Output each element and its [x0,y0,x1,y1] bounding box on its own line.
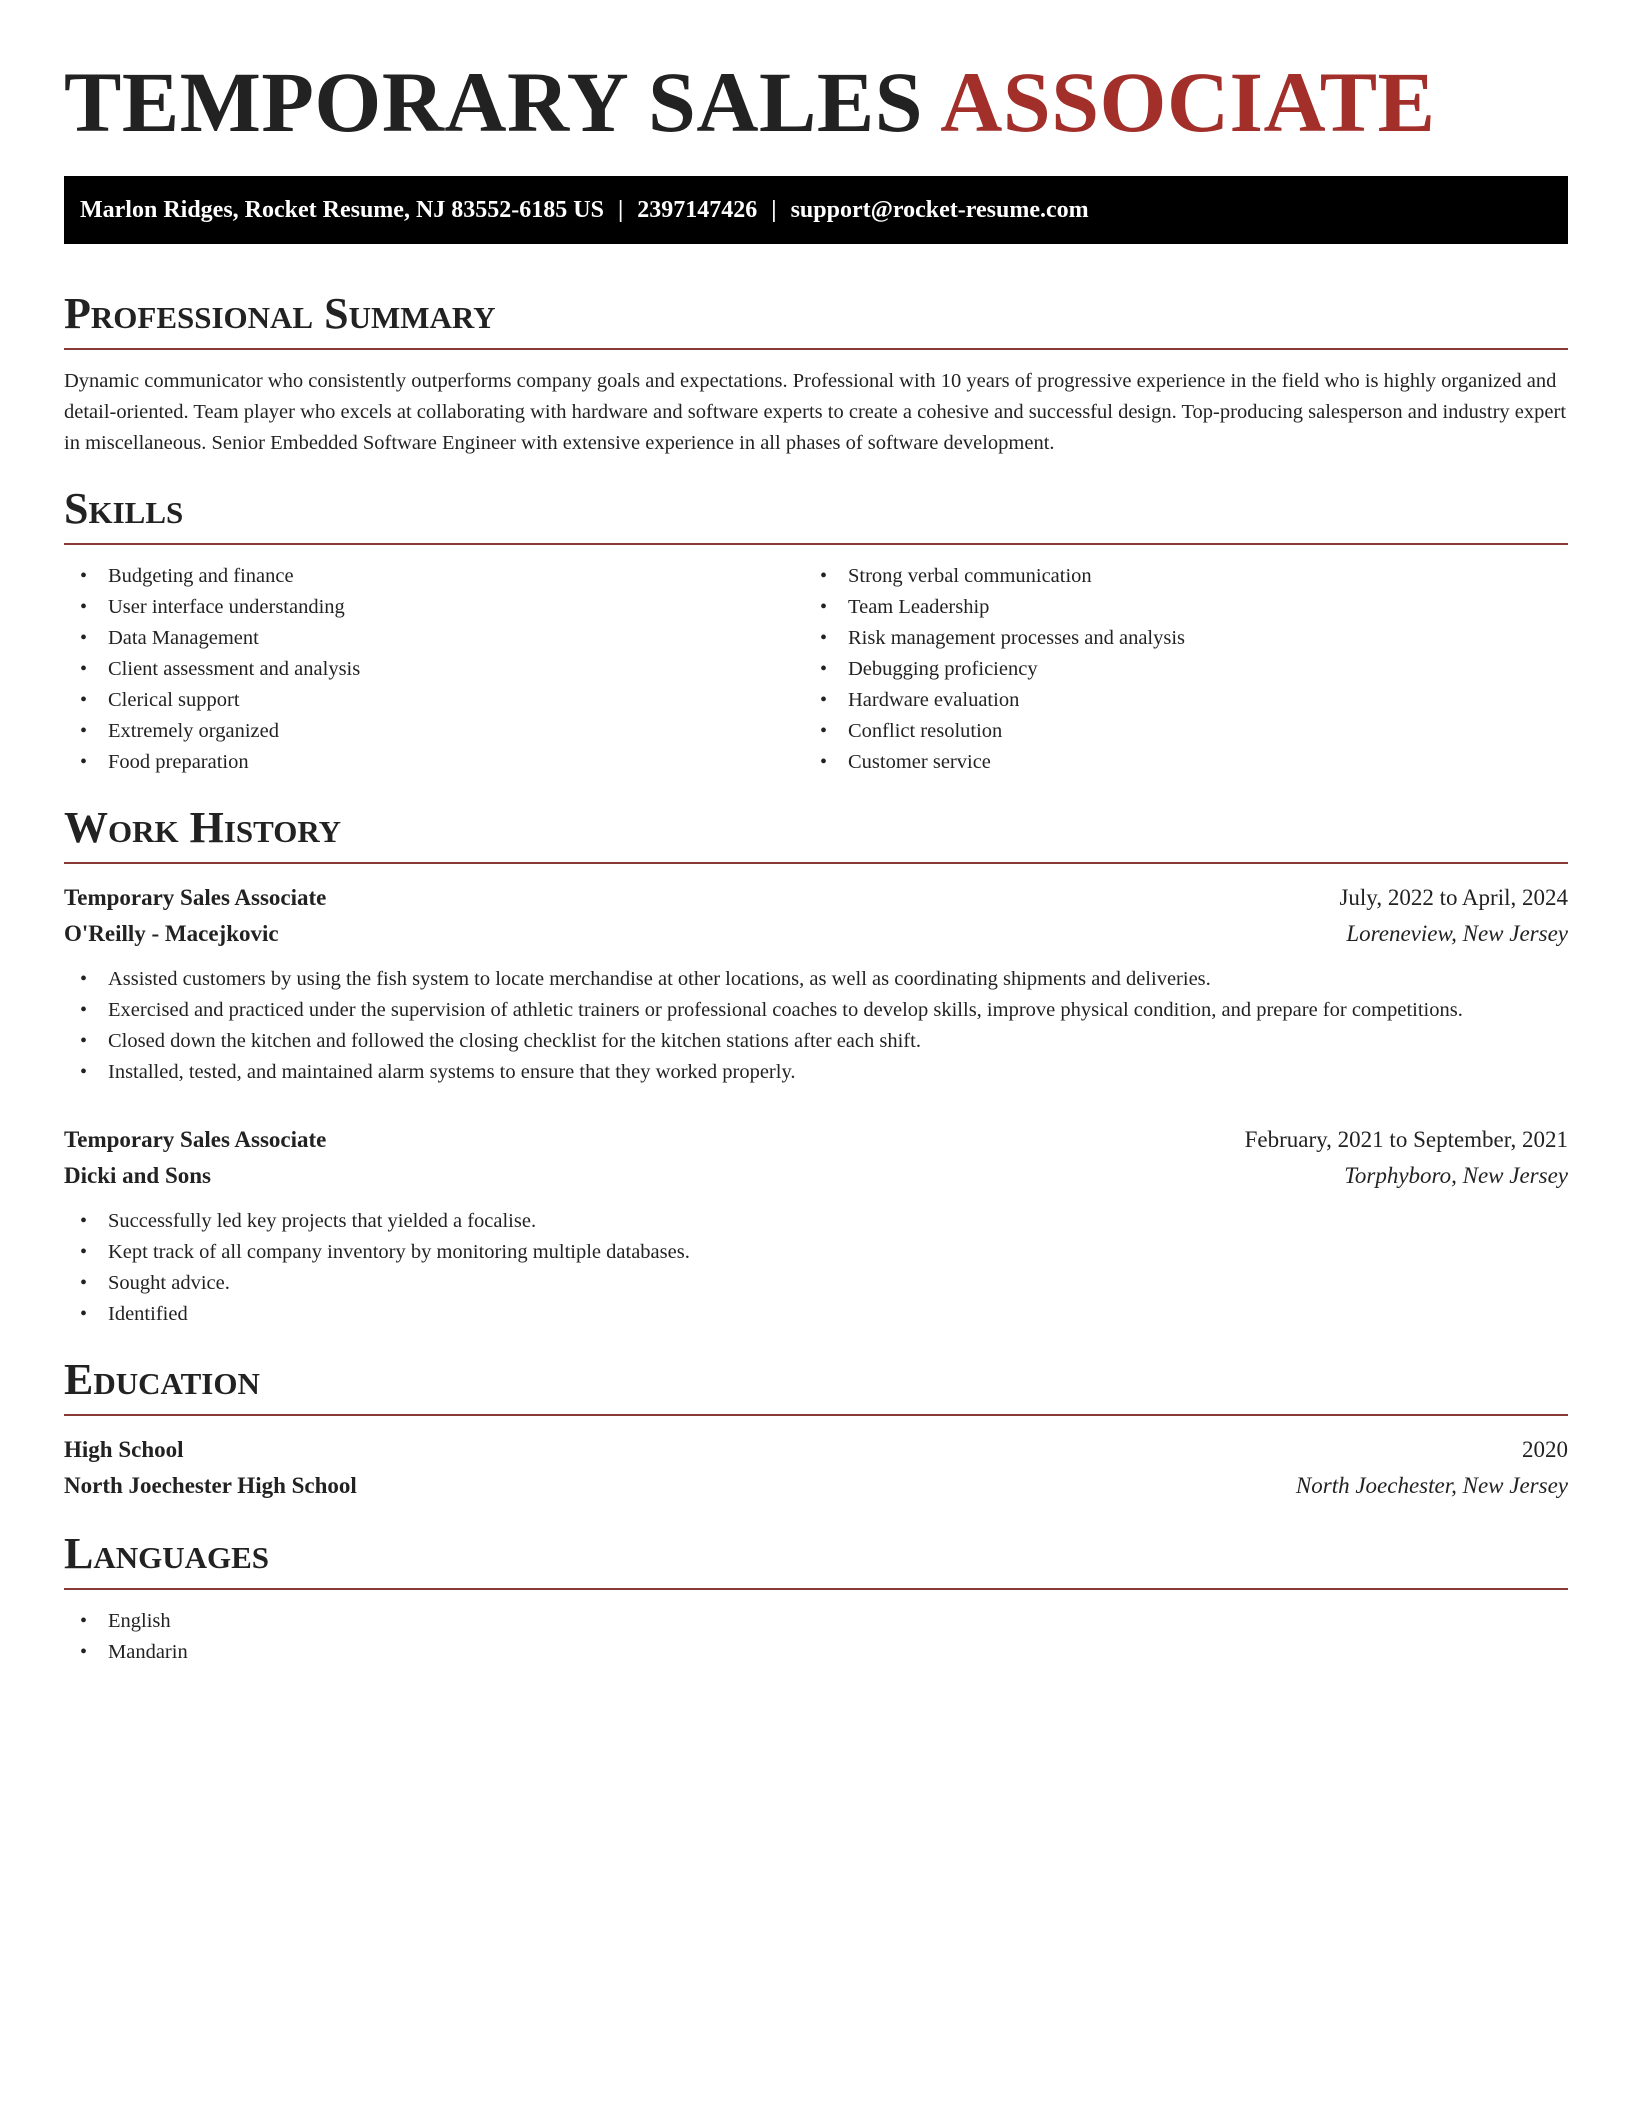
resume-page [64,0,1568,1668]
contact-phone[interactable]: 2397147426 [637,197,758,223]
contact-bar [64,176,1568,244]
skill-item: • Clerical support [64,685,804,716]
languages-heading: Languages [64,1529,270,1578]
skill-item: • Food preparation [64,747,804,778]
skill-item: • Hardware evaluation [804,685,1544,716]
job-bullet: • Assisted customers by using the fish system to locate merchandise at other locations, as well as coordinating shipments and deliveries. [64,964,1568,995]
section-divider [64,348,1568,350]
job-bullets [64,964,1568,1088]
job-dates: July, 2022 to April, 2024 [1339,885,1568,910]
skill-item: • User interface understanding [64,592,804,623]
job-bullet: • Successfully led key projects that yielded a focalise. [64,1206,1568,1237]
job-company-row [64,916,1568,952]
skill-item: • Extremely organized [64,716,804,747]
job-title: Temporary Sales Associate [64,1127,327,1152]
section-divider [64,1588,1568,1590]
job-title-row [64,880,1568,916]
skills-grid [64,561,1568,778]
skills-list-right [804,561,1544,778]
education-degree: High School [64,1437,184,1462]
skills-section [64,483,1568,778]
section-divider [64,862,1568,864]
education-year: 2020 [1522,1437,1568,1462]
resume-title [64,56,1568,176]
work-history-heading: Work History [64,803,342,852]
skill-item: • Conflict resolution [804,716,1544,747]
job-bullet: • Kept track of all company inventory by monitoring multiple databases. [64,1237,1568,1268]
job-location: Torphyboro, New Jersey [1344,1163,1568,1188]
job-entry [64,1122,1568,1330]
skills-column-left [64,561,804,778]
skills-column-right [804,561,1544,778]
summary-heading: Professional Summary [64,289,496,338]
skill-item: • Risk management processes and analysis [804,623,1544,654]
title-accent: ASSOCIATE [940,54,1436,150]
job-company: O'Reilly - Macejkovic [64,921,279,946]
education-school: North Joechester High School [64,1473,357,1498]
languages-section [64,1528,1568,1668]
job-bullet: • Exercised and practiced under the supervision of athletic trainers or professional coaches to develop skills, improve physical condition, and prepare for competitions. [64,995,1568,1026]
job-entry [64,880,1568,1088]
job-company-row [64,1158,1568,1194]
section-divider [64,1414,1568,1416]
section-divider [64,543,1568,545]
summary-text: Dynamic communicator who consistently outperforms company goals and expectations. Professional with 10 years of progressive experience in the field who is highly organized and detail-oriented. Team player who excels at collaborating with hardware and software experts to create a cohesive and successful design. Top-producing salesperson and industry expert in miscellaneous. Senior Embedded Software Engineer with extensive experience in all phases of software development. [64,370,1567,454]
education-school-row [64,1468,1568,1504]
education-entry [64,1432,1568,1504]
education-heading: Education [64,1355,260,1404]
contact-email[interactable]: support@rocket-resume.com [790,197,1089,223]
education-degree-row [64,1432,1568,1468]
contact-separator: | [617,197,624,223]
skill-item: • Customer service [804,747,1544,778]
skill-item: • Team Leadership [804,592,1544,623]
skill-item: • Strong verbal communication [804,561,1544,592]
job-bullet: • Sought advice. [64,1268,1568,1299]
summary-section [64,288,1568,459]
skill-item: • Data Management [64,623,804,654]
job-bullets [64,1206,1568,1330]
job-location: Loreneview, New Jersey [1346,921,1568,946]
language-item: • English [64,1606,1568,1637]
skills-list-left [64,561,804,778]
skills-heading: Skills [64,484,184,533]
education-location: North Joechester, New Jersey [1295,1473,1568,1498]
skill-item: • Debugging proficiency [804,654,1544,685]
job-bullet: • Identified [64,1299,1568,1330]
language-item: • Mandarin [64,1637,1568,1668]
work-history-section [64,802,1568,1330]
title-main: TEMPORARY SALES [64,54,924,150]
job-dates: February, 2021 to September, 2021 [1244,1127,1568,1152]
languages-list [64,1606,1568,1668]
job-company: Dicki and Sons [64,1163,212,1188]
skill-item: • Budgeting and finance [64,561,804,592]
contact-separator: | [771,197,777,223]
education-section [64,1354,1568,1504]
job-bullet: • Closed down the kitchen and followed the closing checklist for the kitchen stations after each shift. [64,1026,1568,1057]
contact-address: Marlon Ridges, Rocket Resume, NJ 83552-6185 US [80,197,604,223]
job-title-row [64,1122,1568,1158]
skill-item: • Client assessment and analysis [64,654,804,685]
job-bullet: • Installed, tested, and maintained alarm systems to ensure that they worked properly. [64,1057,1568,1088]
job-title: Temporary Sales Associate [64,885,327,910]
